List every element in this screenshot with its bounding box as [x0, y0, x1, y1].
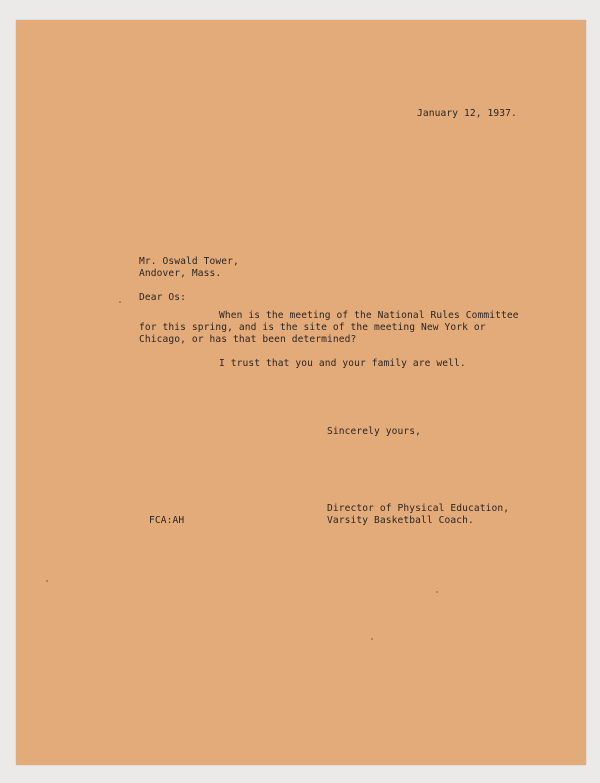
reference-initials: FCA:AH: [149, 515, 185, 526]
paper-speck: [371, 638, 373, 640]
body-paragraph-2: I trust that you and your family are well.: [219, 358, 466, 369]
letter-date: January 12, 1937.: [417, 108, 517, 119]
paper-speck: [119, 301, 121, 303]
paper-speck: [436, 591, 438, 593]
recipient-name: Mr. Oswald Tower,: [139, 256, 239, 267]
paper-speck: [46, 580, 48, 582]
letter-page: [16, 20, 586, 765]
signature-title-1: Director of Physical Education,: [327, 503, 510, 514]
salutation: Dear Os:: [139, 292, 187, 303]
signature-title-2: Varsity Basketball Coach.: [327, 515, 474, 526]
recipient-address: Andover, Mass.: [139, 268, 222, 279]
body-line-2: for this spring, and is the site of the meeting New York or: [139, 322, 486, 333]
body-line-1: When is the meeting of the National Rules Committee: [219, 310, 519, 321]
closing: Sincerely yours,: [327, 426, 422, 437]
body-line-3: Chicago, or has that been determined?: [139, 334, 357, 345]
